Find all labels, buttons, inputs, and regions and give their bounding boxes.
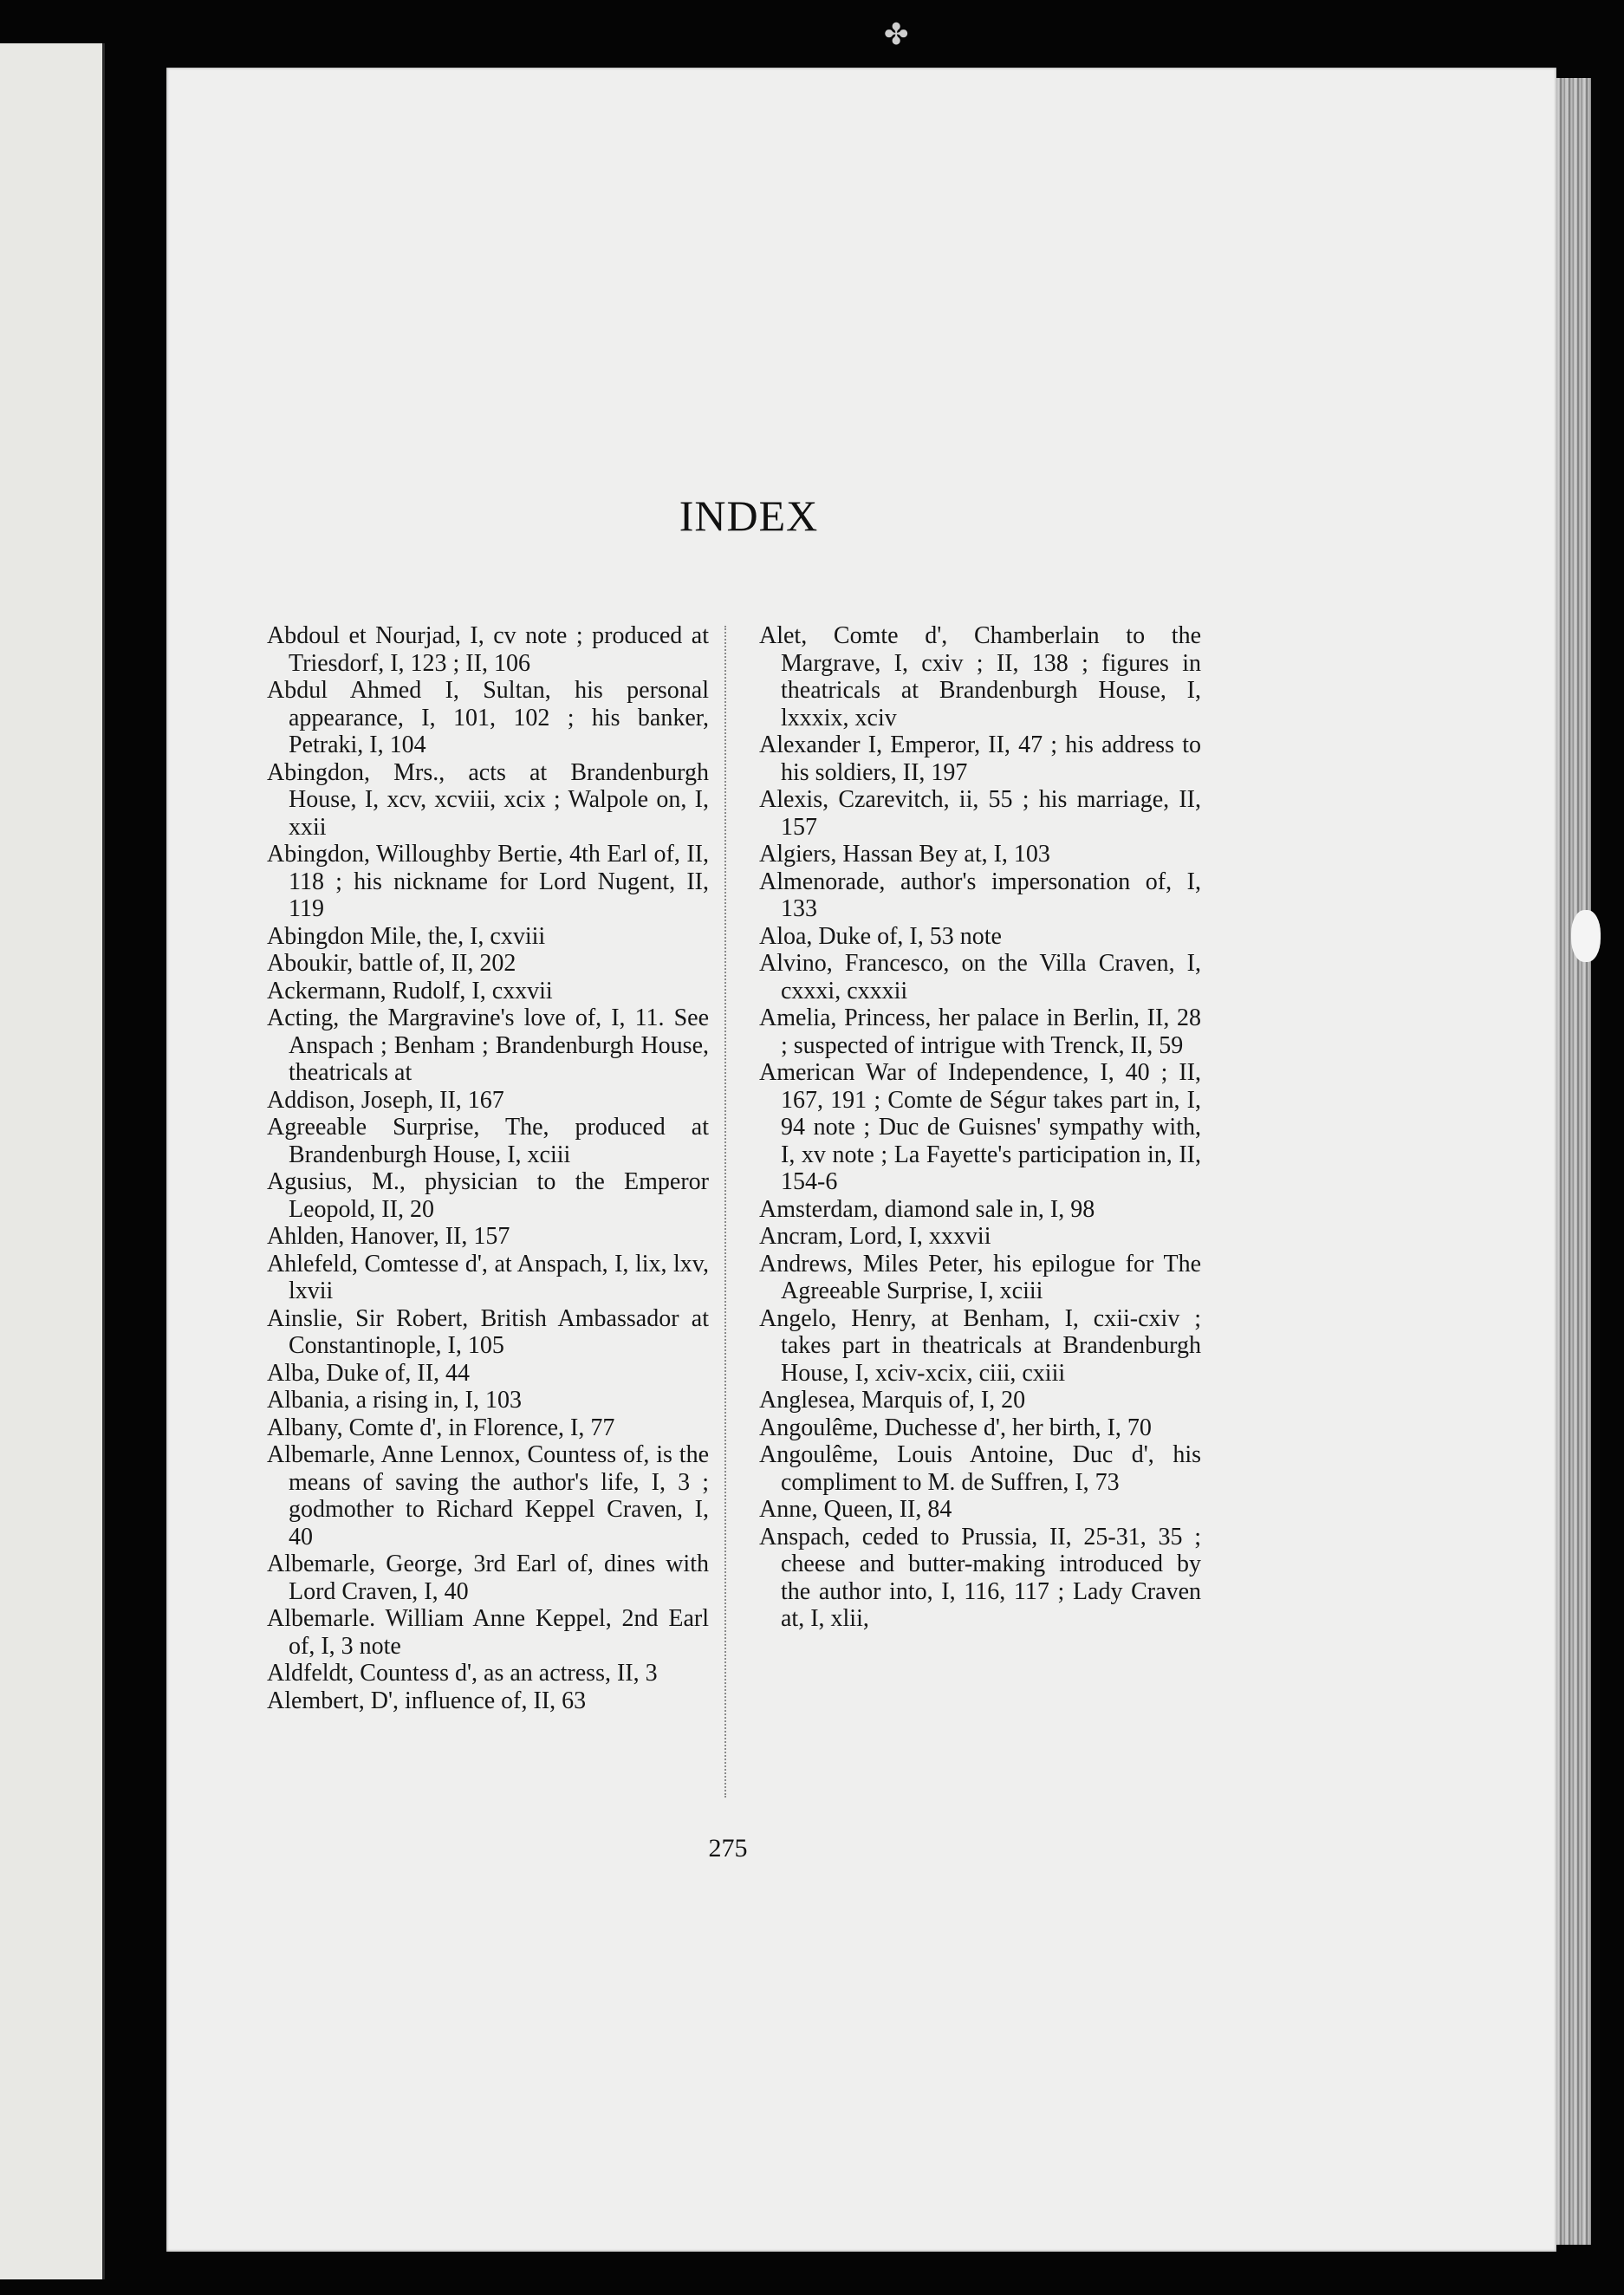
index-entry: Alexander I, Emperor, II, 47 ; his address to his soldiers, II, 197	[759, 731, 1201, 786]
index-entry: Amelia, Princess, her palace in Berlin, II, 28 ; suspected of intrigue with Trenck, II, 59	[759, 1004, 1201, 1059]
index-column-left	[267, 622, 709, 1714]
index-entry: Amsterdam, diamond sale in, I, 98	[759, 1195, 1095, 1223]
index-entry: Ahlefeld, Comtesse d', at Anspach, I, lix, lxv, lxvii	[267, 1250, 709, 1304]
facing-page-edge	[0, 43, 105, 2279]
index-entry: Abdul Ahmed I, Sultan, his personal appearance, I, 101, 102 ; his banker, Petraki, I, 104	[267, 677, 709, 758]
index-entry: Alexis, Czarevitch, ii, 55 ; his marriage, II, 157	[759, 786, 1201, 841]
index-column-right	[759, 622, 1201, 1633]
index-entry: Abingdon, Willoughby Bertie, 4th Earl of, II, 118 ; his nickname for Lord Nugent, II, 119	[267, 841, 709, 922]
index-entry: Almenorade, author's impersonation of, I, 133	[759, 868, 1201, 922]
index-entry: Alba, Duke of, II, 44	[267, 1359, 471, 1387]
index-entry: Addison, Joseph, II, 167	[267, 1086, 504, 1114]
index-entry: Agreeable Surprise, The, produced at Brandenburgh House, I, xciii	[267, 1114, 709, 1168]
column-divider	[724, 626, 726, 1798]
index-entry: Albemarle, George, 3rd Earl of, dines with Lord Craven, I, 40	[267, 1551, 709, 1605]
index-entry: American War of Independence, I, 40 ; II, 167, 191 ; Comte de Ségur takes part in, I, 94 note ; Duc de Guisnes' sympathy with, I, xv note ; La Fayette's participation in, II, 154-6	[759, 1059, 1201, 1195]
index-entry: Ainslie, Sir Robert, British Ambassador at Constantinople, I, 105	[267, 1304, 709, 1359]
index-entry: Abingdon Mile, the, I, cxviii	[267, 922, 546, 950]
index-entry: Aloa, Duke of, I, 53 note	[759, 922, 1002, 950]
index-entry: Agusius, M., physician to the Emperor Leopold, II, 20	[267, 1168, 709, 1223]
index-entry: Ahlden, Hanover, II, 157	[267, 1223, 510, 1250]
page-number: 275	[708, 1834, 748, 1863]
index-entry: Albemarle, Anne Lennox, Countess of, is the means of saving the author's life, I, 3 ; godmother to Richard Keppel Craven, I, 40	[267, 1441, 709, 1551]
index-entry: Angelo, Henry, at Benham, I, cxii-cxiv ; takes part in theatricals at Brandenburgh House, I, xciv-xcix, ciii, cxiii	[759, 1304, 1201, 1387]
index-entry: Anglesea, Marquis of, I, 20	[759, 1387, 1026, 1414]
index-entry: Albany, Comte d', in Florence, I, 77	[267, 1414, 615, 1441]
index-entry: Acting, the Margravine's love of, I, 11. See Anspach ; Benham ; Brandenburgh House, theatricals at	[267, 1004, 709, 1086]
index-entry: Ackermann, Rudolf, I, cxxvii	[267, 977, 553, 1004]
index-entry: Aldfeldt, Countess d', as an actress, II, 3	[267, 1660, 658, 1687]
index-entry: Algiers, Hassan Bey at, I, 103	[759, 841, 1050, 868]
index-entry: Andrews, Miles Peter, his epilogue for The Agreeable Surprise, I, xciii	[759, 1250, 1201, 1304]
index-entry: Albania, a rising in, I, 103	[267, 1387, 522, 1414]
index-entry: Ancram, Lord, I, xxxvii	[759, 1223, 991, 1250]
index-entry: Alet, Comte d', Chamberlain to the Margrave, I, cxiv ; II, 138 ; figures in theatricals at Brandenburgh House, I, lxxxix, xciv	[759, 622, 1201, 731]
paper-tab	[1571, 910, 1601, 962]
index-entry: Anspach, ceded to Prussia, II, 25-31, 35 ; cheese and butter-making introduced by the author into, I, 116, 117 ; Lady Craven at, I, xlii,	[759, 1523, 1201, 1632]
index-entry: Abingdon, Mrs., acts at Brandenburgh House, I, xcv, xcviii, xcix ; Walpole on, I, xxii	[267, 758, 709, 841]
index-entry: Aboukir, battle of, II, 202	[267, 950, 516, 977]
index-entry: Anne, Queen, II, 84	[759, 1496, 952, 1523]
ink-blot: ✤	[884, 17, 909, 52]
page-stack-edge	[1556, 78, 1591, 2245]
index-entry: Alvino, Francesco, on the Villa Craven, I, cxxxi, cxxxii	[759, 950, 1201, 1004]
index-entry: Abdoul et Nourjad, I, cv note ; produced at Triesdorf, I, 123 ; II, 106	[267, 622, 709, 677]
page-title: INDEX	[679, 491, 819, 540]
index-entry: Angoulême, Louis Antoine, Duc d', his compliment to M. de Suffren, I, 73	[759, 1441, 1201, 1496]
index-entry: Albemarle. William Anne Keppel, 2nd Earl of, I, 3 note	[267, 1605, 709, 1660]
index-entry: Angoulême, Duchesse d', her birth, I, 70	[759, 1414, 1152, 1441]
index-entry: Alembert, D', influence of, II, 63	[267, 1687, 587, 1714]
